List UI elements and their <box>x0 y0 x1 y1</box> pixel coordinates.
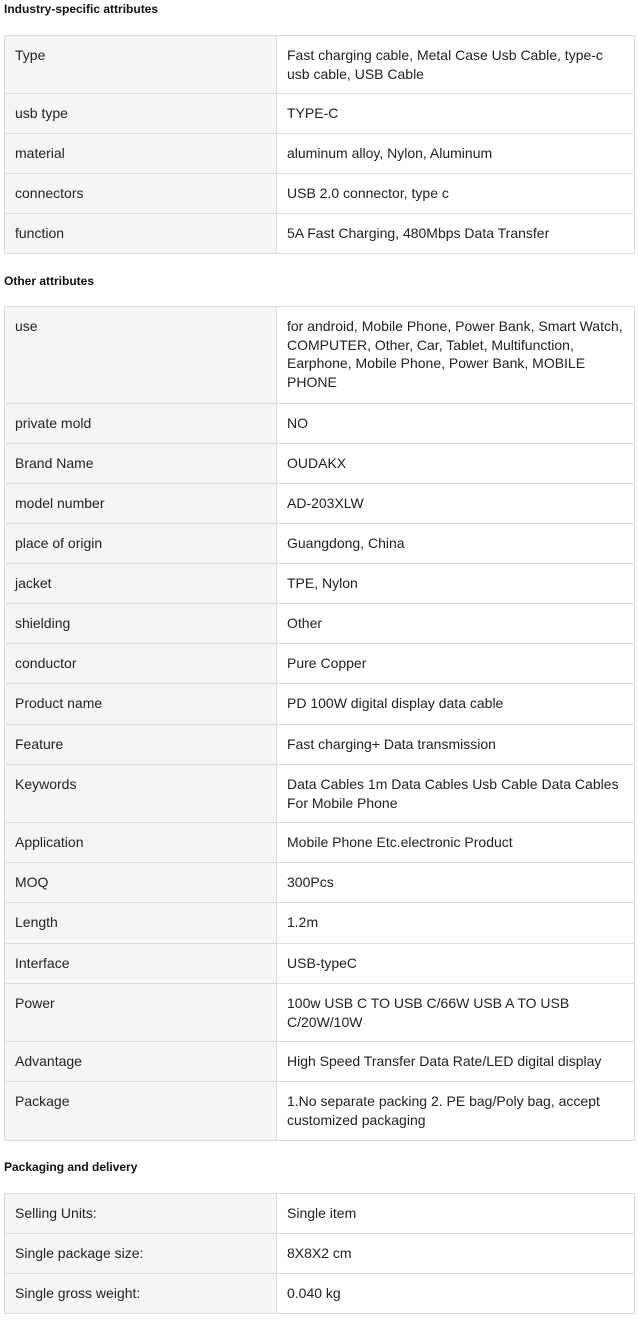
attr-key: Single gross weight: <box>5 1274 277 1314</box>
industry-attributes-table <box>4 35 635 254</box>
attr-key: Advantage <box>5 1042 277 1082</box>
table-row <box>5 903 635 944</box>
table-row <box>5 604 635 644</box>
section-heading-industry-specific: Industry-specific attributes <box>4 2 159 16</box>
attr-value: 0.040 kg <box>277 1274 635 1314</box>
table-row <box>5 174 635 214</box>
attr-value: Single item <box>277 1194 635 1234</box>
attr-value: High Speed Transfer Data Rate/LED digital display <box>277 1042 635 1082</box>
attr-key: Power <box>5 984 277 1042</box>
attr-value: USB-typeC <box>277 944 635 984</box>
attr-value: 1.No separate packing 2. PE bag/Poly bag, accept customized packaging <box>277 1082 635 1141</box>
section-heading-other-attributes: Other attributes <box>4 274 95 288</box>
attr-key: shielding <box>5 604 277 644</box>
attr-value: 100w USB C TO USB C/66W USB A TO USB C/20W/10W <box>277 984 635 1042</box>
attr-key: Length <box>5 903 277 944</box>
attr-value: 5A Fast Charging, 480Mbps Data Transfer <box>277 214 635 254</box>
attr-key: Package <box>5 1082 277 1141</box>
section-heading-packaging-delivery: Packaging and delivery <box>4 1160 138 1174</box>
table-row <box>5 1194 635 1234</box>
table-row <box>5 644 635 684</box>
table-row <box>5 863 635 903</box>
table-row <box>5 765 635 823</box>
table-row <box>5 1082 635 1141</box>
table-row <box>5 307 635 404</box>
attr-value: 8X8X2 cm <box>277 1234 635 1274</box>
attr-value: TYPE-C <box>277 94 635 134</box>
attr-key: connectors <box>5 174 277 214</box>
table-row <box>5 984 635 1042</box>
attr-value: 300Pcs <box>277 863 635 903</box>
table-row <box>5 404 635 444</box>
attr-key: Product name <box>5 684 277 725</box>
attr-key: function <box>5 214 277 254</box>
attr-value: for android, Mobile Phone, Power Bank, Smart Watch, COMPUTER, Other, Car, Tablet, Multifunction, Earphone, Mobile Phone, Power Bank, MOBILE PHONE <box>277 307 635 404</box>
attr-key: Feature <box>5 725 277 765</box>
attr-value: NO <box>277 404 635 444</box>
table-row <box>5 36 635 94</box>
attr-value: Pure Copper <box>277 644 635 684</box>
table-row <box>5 1234 635 1274</box>
table-row <box>5 524 635 564</box>
attr-value: Fast charging+ Data transmission <box>277 725 635 765</box>
table-row <box>5 684 635 725</box>
table-row <box>5 94 635 134</box>
table-row <box>5 484 635 524</box>
table-row <box>5 1274 635 1314</box>
attr-value: Mobile Phone Etc.electronic Product <box>277 823 635 863</box>
attr-key: private mold <box>5 404 277 444</box>
table-row <box>5 134 635 174</box>
attr-key: usb type <box>5 94 277 134</box>
attr-key: Application <box>5 823 277 863</box>
attr-key: Selling Units: <box>5 1194 277 1234</box>
attr-key: model number <box>5 484 277 524</box>
attr-key: use <box>5 307 277 404</box>
table-row <box>5 1042 635 1082</box>
table-row <box>5 725 635 765</box>
packaging-delivery-table <box>4 1193 635 1314</box>
table-row <box>5 944 635 984</box>
attr-value: aluminum alloy, Nylon, Aluminum <box>277 134 635 174</box>
attr-key: place of origin <box>5 524 277 564</box>
table-row <box>5 823 635 863</box>
attr-value: OUDAKX <box>277 444 635 484</box>
attr-key: Single package size: <box>5 1234 277 1274</box>
attr-value: Data Cables 1m Data Cables Usb Cable Data Cables For Mobile Phone <box>277 765 635 823</box>
table-row <box>5 214 635 254</box>
attr-key: material <box>5 134 277 174</box>
attr-value: USB 2.0 connector, type c <box>277 174 635 214</box>
table-row <box>5 564 635 604</box>
attr-value: 1.2m <box>277 903 635 944</box>
attr-value: Fast charging cable, Metal Case Usb Cable, type-c usb cable, USB Cable <box>277 36 635 94</box>
attr-value: Other <box>277 604 635 644</box>
attr-key: Interface <box>5 944 277 984</box>
attr-value: TPE, Nylon <box>277 564 635 604</box>
attr-value: Guangdong, China <box>277 524 635 564</box>
other-attributes-table <box>4 306 635 1141</box>
attr-key: Keywords <box>5 765 277 823</box>
attr-key: Brand Name <box>5 444 277 484</box>
attr-key: conductor <box>5 644 277 684</box>
attr-key: Type <box>5 36 277 94</box>
attr-key: MOQ <box>5 863 277 903</box>
attr-value: PD 100W digital display data cable <box>277 684 635 725</box>
table-row <box>5 444 635 484</box>
attr-key: jacket <box>5 564 277 604</box>
attr-value: AD-203XLW <box>277 484 635 524</box>
